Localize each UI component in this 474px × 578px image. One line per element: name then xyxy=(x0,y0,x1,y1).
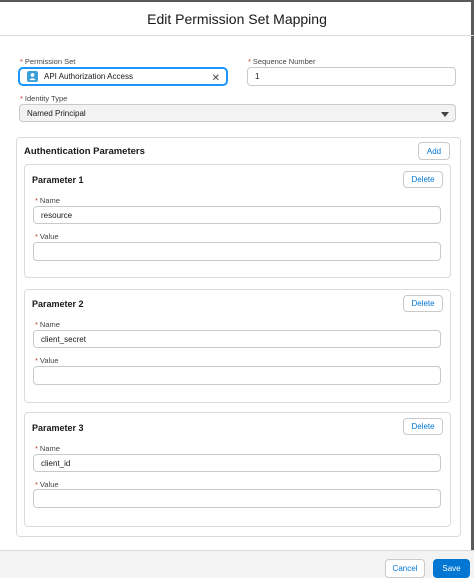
save-button[interactable]: Save xyxy=(433,559,470,578)
parameter-2-name-label: * Name xyxy=(35,320,60,329)
user-icon xyxy=(27,71,38,82)
parameter-1-title: Parameter 1 xyxy=(32,175,84,185)
modal-header xyxy=(0,2,474,36)
modal-title: Edit Permission Set Mapping xyxy=(147,10,327,27)
parameter-1-name-value: resource xyxy=(41,210,73,220)
parameter-3-value-input[interactable] xyxy=(33,489,441,508)
parameter-1-delete-button[interactable]: Delete xyxy=(403,171,443,188)
parameter-3-name-value: client_id xyxy=(41,458,71,468)
chevron-down-icon xyxy=(441,112,449,117)
parameter-2-delete-button[interactable]: Delete xyxy=(403,295,443,312)
parameter-2-value-label: * Value xyxy=(35,356,59,365)
parameter-3-delete-button[interactable]: Delete xyxy=(403,418,443,435)
parameter-1-value-input[interactable] xyxy=(33,242,441,261)
parameter-2-value-input[interactable] xyxy=(33,366,441,385)
parameter-1-value-label: * Value xyxy=(35,232,59,241)
parameter-2-title: Parameter 2 xyxy=(32,299,84,309)
parameter-2-name-value: client_secret xyxy=(41,334,86,344)
sequence-number-label: * Sequence Number xyxy=(248,57,316,66)
sequence-number-input[interactable] xyxy=(247,67,456,86)
permission-set-value: API Authorization Access xyxy=(44,72,133,81)
identity-type-value: Named Principal xyxy=(27,108,86,118)
close-icon[interactable]: ✕ xyxy=(211,73,220,84)
parameter-2-name-input[interactable] xyxy=(33,330,441,348)
parameter-1-name-input[interactable] xyxy=(33,206,441,224)
permission-set-lookup[interactable] xyxy=(19,68,227,85)
sequence-number-value: 1 xyxy=(255,72,260,81)
parameter-3-value-label: * Value xyxy=(35,480,59,489)
add-parameter-button[interactable]: Add xyxy=(418,142,450,160)
parameter-3-title: Parameter 3 xyxy=(32,423,84,433)
parameter-1-name-label: * Name xyxy=(35,196,60,205)
identity-type-label: * Identity Type xyxy=(20,94,68,103)
permission-set-label: * Permission Set xyxy=(20,57,76,66)
parameter-3-name-input[interactable] xyxy=(33,454,441,472)
identity-type-select[interactable] xyxy=(19,104,456,122)
cancel-button[interactable]: Cancel xyxy=(385,559,425,578)
parameter-3-name-label: * Name xyxy=(35,444,60,453)
authentication-parameters-title: Authentication Parameters xyxy=(24,146,145,157)
